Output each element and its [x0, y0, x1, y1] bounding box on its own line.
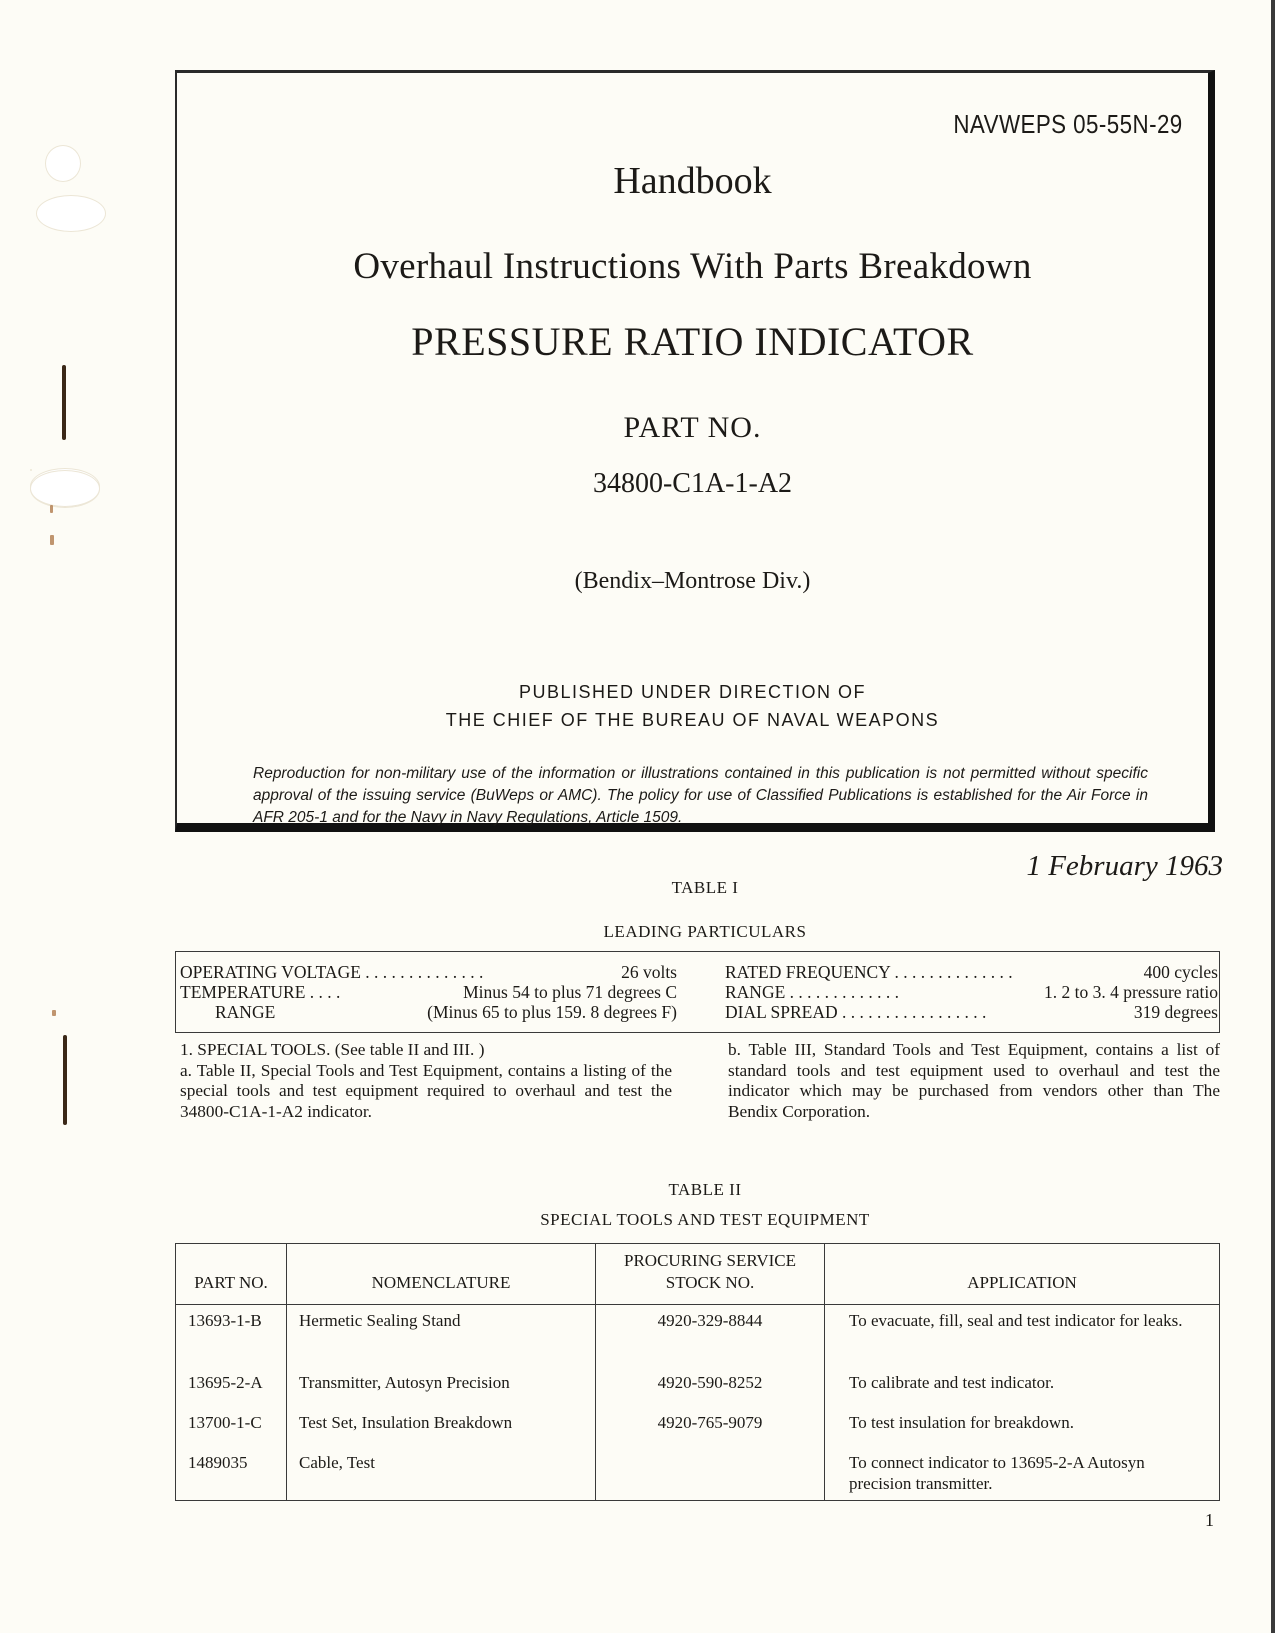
cell-nomenclature: Cable, Test — [287, 1447, 596, 1501]
col-header-part-no: PART NO. — [176, 1244, 287, 1305]
scan-speck — [50, 505, 53, 513]
section-heading: 1. SPECIAL TOOLS. (See table II and III. ) — [180, 1040, 485, 1059]
cell-application: To calibrate and test indicator. — [825, 1367, 1220, 1407]
table-2-title: SPECIAL TOOLS AND TEST EQUIPMENT — [540, 1210, 870, 1229]
particular-row — [725, 982, 1218, 1002]
table-2-number: TABLE II — [668, 1180, 742, 1199]
binder-mark — [62, 365, 66, 440]
published-line-2: THE CHIEF OF THE BUREAU OF NAVAL WEAPONS — [445, 710, 940, 730]
particular-row — [180, 1002, 677, 1022]
page-number: 1 — [1205, 1510, 1214, 1530]
page-edge-shadow — [1271, 0, 1275, 1633]
particular-value: 400 cycles — [1143, 962, 1218, 982]
particular-row — [725, 1002, 1218, 1022]
col-header-stock-line-2: STOCK NO. — [665, 1273, 755, 1292]
binder-hole — [30, 469, 32, 471]
published-line-1: PUBLISHED UNDER DIRECTION OF — [518, 682, 867, 702]
particular-row — [725, 962, 1218, 982]
particular-value: (Minus 65 to plus 159. 8 degrees F) — [427, 1002, 677, 1022]
cell-nomenclature: Hermetic Sealing Stand — [287, 1305, 596, 1367]
section-1-left — [180, 1040, 672, 1122]
particular-label: RANGE . . . . . . . . . . . . . — [725, 982, 900, 1002]
leading-particulars-right — [725, 962, 1218, 1022]
scan-speck — [50, 535, 54, 545]
particular-label: DIAL SPREAD . . . . . . . . . . . . . . . . . — [725, 1002, 987, 1022]
leading-particulars-left — [180, 962, 677, 1022]
cell-stock-no: 4920-590-8252 — [596, 1367, 825, 1407]
col-header-application: APPLICATION — [825, 1244, 1220, 1305]
particular-row — [180, 982, 677, 1002]
table-1-number: TABLE I — [671, 878, 739, 897]
particular-value: Minus 54 to plus 71 degrees C — [463, 982, 677, 1002]
cell-application: To test insulation for breakdown. — [825, 1407, 1220, 1447]
particular-label: OPERATING VOLTAGE . . . . . . . . . . . . . . — [180, 962, 484, 982]
table-row — [176, 1367, 1220, 1407]
particular-row — [180, 962, 677, 982]
cell-part-no: 13700-1-C — [176, 1407, 287, 1447]
binder-mark — [63, 1035, 67, 1125]
scan-speck — [52, 1010, 56, 1016]
part-number-label: PART NO. — [623, 411, 762, 444]
cell-stock-no: 4920-765-9079 — [596, 1407, 825, 1447]
special-tools-table — [175, 1243, 1220, 1501]
publication-date: 1 February 1963 — [1026, 850, 1223, 882]
document-subtitle: Overhaul Instructions With Parts Breakdown — [353, 246, 1032, 287]
col-header-stock-line-1: PROCURING SERVICE — [624, 1251, 796, 1270]
cell-part-no: 13693-1-B — [176, 1305, 287, 1367]
reproduction-notice: Reproduction for non-military use of the information or illustrations contained in this publication is not permitted without specific approval of the issuing service (BuWeps or AMC). The policy for use of Classified Publications is established for the Air Force in AFR 205-1 and for the Navy in Navy Regulations, Article 1509. — [253, 765, 1148, 826]
cell-part-no: 13695-2-A — [176, 1367, 287, 1407]
table-row — [176, 1447, 1220, 1501]
binder-hole — [30, 470, 100, 507]
leading-particulars-table — [175, 951, 1220, 1033]
col-header-stock-no — [596, 1244, 825, 1305]
section-1-right — [728, 1040, 1220, 1122]
binder-hole — [36, 195, 106, 232]
document-title: PRESSURE RATIO INDICATOR — [411, 319, 974, 364]
paragraph-b: b. Table III, Standard Tools and Test Equipment, contains a list of standard tools and test equipment used to overhaul and test the indicator which may be purchased from vendors other than The Bendix Corporation. — [728, 1040, 1220, 1121]
document-number: NAVWEPS 05-55N-29 — [953, 109, 1183, 139]
particular-label: RATED FREQUENCY . . . . . . . . . . . . . . — [725, 962, 1013, 982]
cover-title-box — [175, 70, 1215, 832]
manufacturer-division: (Bendix–Montrose Div.) — [574, 568, 811, 594]
particular-value: 1. 2 to 3. 4 pressure ratio — [1044, 982, 1218, 1002]
paragraph-a: a. Table II, Special Tools and Test Equipment, contains a listing of the special tools and test equipment required to overhaul and test the 34800-C1A-1-A2 indicator. — [180, 1060, 672, 1121]
handbook-label: Handbook — [613, 160, 772, 202]
particular-value: 26 volts — [621, 962, 677, 982]
cell-application: To connect indicator to 13695-2-A Autosyn precision transmitter. — [825, 1447, 1220, 1501]
cell-application: To evacuate, fill, seal and test indicator for leaks. — [825, 1305, 1220, 1367]
particular-value: 319 degrees — [1133, 1002, 1218, 1022]
cell-nomenclature: Test Set, Insulation Breakdown — [287, 1407, 596, 1447]
cell-part-no: 1489035 — [176, 1447, 287, 1501]
table-1-title: LEADING PARTICULARS — [603, 922, 807, 941]
published-under-direction — [177, 678, 1208, 734]
particular-label: RANGE — [215, 1002, 276, 1022]
table-row — [176, 1305, 1220, 1367]
table-row — [176, 1407, 1220, 1447]
cell-nomenclature: Transmitter, Autosyn Precision — [287, 1367, 596, 1407]
cell-stock-no — [596, 1447, 825, 1501]
col-header-nomenclature: NOMENCLATURE — [287, 1244, 596, 1305]
particular-label: TEMPERATURE . . . . — [180, 982, 341, 1002]
table-header-row — [176, 1244, 1220, 1305]
binder-hole — [45, 145, 81, 182]
cell-stock-no: 4920-329-8844 — [596, 1305, 825, 1367]
part-number-value: 34800-C1A-1-A2 — [592, 468, 793, 499]
